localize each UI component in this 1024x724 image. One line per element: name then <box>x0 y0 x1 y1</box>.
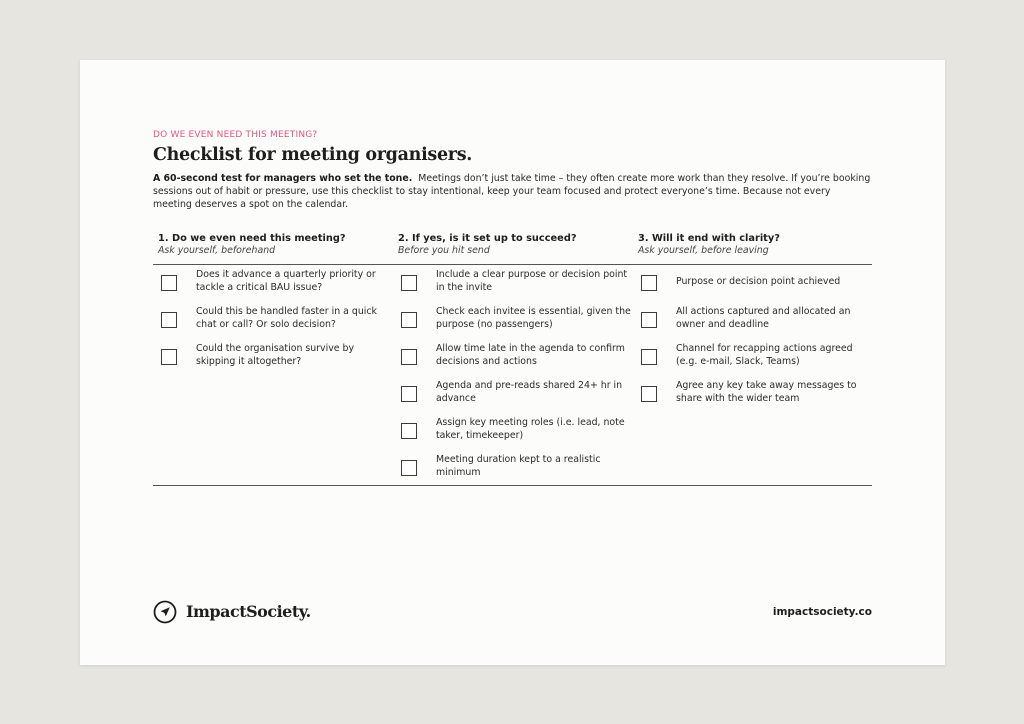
checklist-item <box>638 306 878 343</box>
checkbox[interactable] <box>401 386 417 402</box>
checklist-item-text: Check each invitee is essential, given the purpose (no passengers) <box>436 306 631 330</box>
checkbox[interactable] <box>641 386 657 402</box>
checklist-content <box>153 130 872 478</box>
checklist-item-text: Agree any key take away messages to share with the wider team <box>676 380 857 404</box>
checkbox[interactable] <box>641 275 657 291</box>
checklist-item <box>638 380 878 417</box>
checklist-item-text: Channel for recapping actions agreed (e.g. e-mail, Slack, Teams) <box>676 343 853 367</box>
checkbox[interactable] <box>161 349 177 365</box>
website-link[interactable]: impactsociety.co <box>772 606 872 618</box>
intro-body: Meetings don’t just take time – they often create more work than they resolve. If you’re booking sessions out of habit or pressure, use this checklist to stay intentional, keep your team focused and protect everyone’s time. Because not every meeting deserves a spot on the calendar. <box>153 173 871 210</box>
checkbox[interactable] <box>161 275 177 291</box>
checklist-columns <box>153 232 872 486</box>
brand-name: ImpactSociety. <box>186 602 311 621</box>
checklist-item <box>638 343 878 380</box>
checklist-item <box>398 343 638 380</box>
checkbox[interactable] <box>401 275 417 291</box>
checklist-item-text: Include a clear purpose or decision point in the invite <box>436 269 628 293</box>
checklist-item-text: All actions captured and allocated an owner and deadline <box>676 306 851 330</box>
checklist-items <box>158 269 398 380</box>
checklist-item <box>398 417 638 454</box>
checklist-item <box>398 380 638 417</box>
checkbox[interactable] <box>641 349 657 365</box>
checklist-item-text: Meeting duration kept to a realistic minimum <box>436 454 601 478</box>
checkbox[interactable] <box>641 312 657 328</box>
checklist-items <box>398 269 638 491</box>
eyebrow-label: DO WE EVEN NEED THIS MEETING? <box>153 130 318 140</box>
column-subheading: Ask yourself, beforehand <box>158 245 276 256</box>
column-heading: 2. If yes, is it set up to succeed? <box>398 233 577 244</box>
checklist-item-text: Allow time late in the agenda to confirm decisions and actions <box>436 343 625 367</box>
checkbox[interactable] <box>401 349 417 365</box>
column-header <box>398 232 638 265</box>
column-subheading: Ask yourself, before leaving <box>638 245 769 256</box>
checklist-item-text: Does it advance a quarterly priority or tackle a critical BAU issue? <box>196 269 376 293</box>
checklist-item <box>158 343 398 380</box>
intro-paragraph <box>153 172 872 211</box>
checklist-item <box>158 269 398 306</box>
column-heading: 1. Do we even need this meeting? <box>158 233 346 244</box>
checkbox[interactable] <box>161 312 177 328</box>
checkbox[interactable] <box>401 312 417 328</box>
checklist-item-text: Agenda and pre-reads shared 24+ hr in advance <box>436 380 623 404</box>
checklist-items <box>638 269 878 417</box>
checklist-item <box>158 306 398 343</box>
checklist-item <box>398 306 638 343</box>
checklist-item-text: Purpose or decision point achieved <box>676 276 841 287</box>
checklist-item <box>638 269 878 306</box>
checklist-item-text: Could the organisation survive by skipping it altogether? <box>196 343 354 367</box>
checklist-item-text: Could this be handled faster in a quick chat or call? Or solo decision? <box>196 306 377 330</box>
column-header <box>638 232 872 265</box>
column-heading: 3. Will it end with clarity? <box>638 233 780 244</box>
checklist-item <box>398 269 638 306</box>
checklist-page <box>80 60 945 665</box>
intro-lead: A 60-second test for managers who set the tone. <box>153 173 413 184</box>
checklist-item-text: Assign key meeting roles (i.e. lead, note taker, timekeeper) <box>436 417 625 441</box>
checkbox[interactable] <box>401 460 417 476</box>
checklist-item <box>398 454 638 491</box>
checkbox[interactable] <box>401 423 417 439</box>
column-subheading: Before you hit send <box>398 245 490 256</box>
column-header <box>153 232 398 265</box>
compass-arrow-icon <box>153 600 177 624</box>
page-title: Checklist for meeting organisers. <box>153 145 473 165</box>
